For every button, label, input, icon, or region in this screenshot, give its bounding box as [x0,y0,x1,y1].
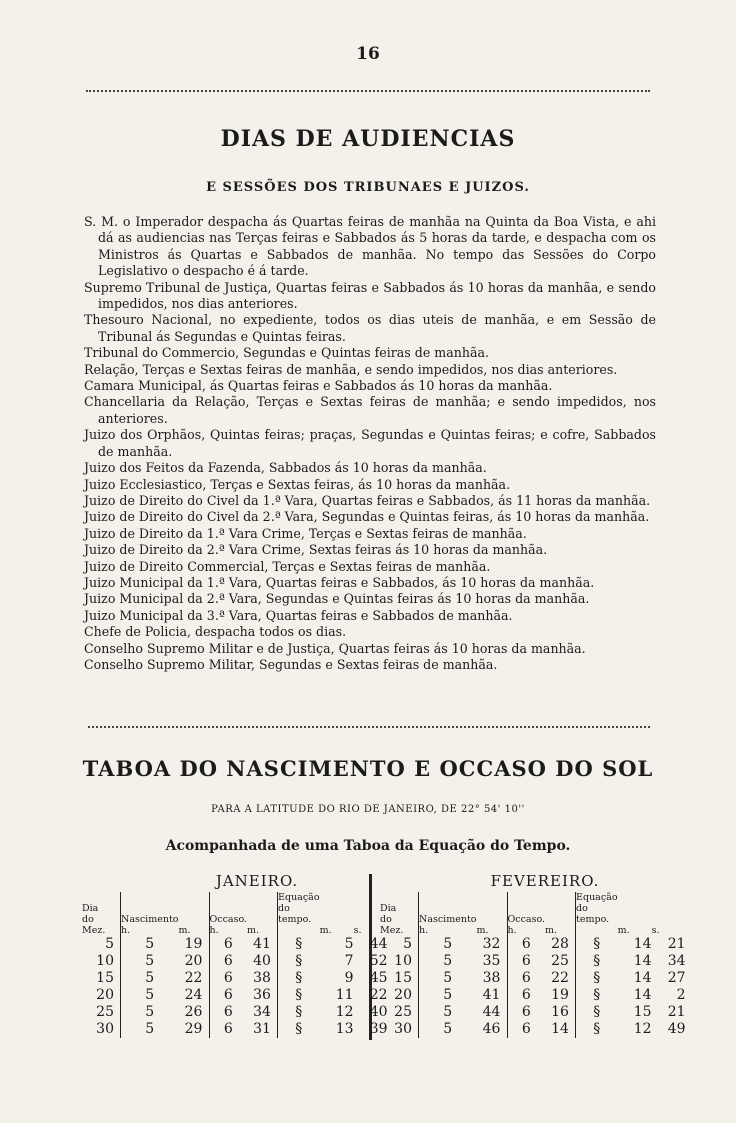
header-nascimento-m: m. [178,925,191,936]
middle-divider [88,726,650,730]
cell-nascimento-m: 26 [184,1004,203,1020]
cell-equacao-s: 52 [369,953,388,969]
cell-equacao-m: 11 [335,987,354,1003]
table-row [380,970,686,987]
header-occaso-h: Occaso. h. [507,892,545,936]
header-nascimento-h: Nascimento h. [419,892,477,936]
list-item: Juizo dos Feitos da Fazenda, Sabbados ás 10 horas da manhãa. [84,460,487,476]
cell-occaso-h: 6 [209,936,247,953]
table-row [380,936,686,953]
month-name: JANEIRO. [215,872,299,890]
list-item: Chancellaria da Relação, Terças e Sextas feiras de manhãa; e sendo impedidos, nos anteriores. [84,394,656,426]
cell-sign: § [576,936,618,953]
cell-equacao-m: 12 [335,1004,354,1020]
cell-nascimento-h: 5 [419,987,477,1004]
cell-nascimento-m: 24 [184,987,203,1003]
table-row [82,970,388,987]
cell-sign: § [278,987,320,1004]
cell-occaso-m: 34 [253,1004,271,1020]
list-item: Juizo Ecclesiastico, Terças e Sextas feiras, ás 10 horas da manhãa. [84,476,511,492]
cell-sign: § [576,1021,618,1038]
cell-nascimento-m: 35 [482,953,501,969]
cell-dia: 25 [394,1004,412,1020]
audiencias-subtitle: E SESSÕES DOS TRIBUNAES E JUIZOS. [206,180,530,195]
cell-equacao-m: 5 [344,936,354,952]
cell-sign: § [576,970,618,987]
cell-sign: § [576,1004,618,1021]
list-item: Camara Municipal, ás Quartas feiras e Sabbados ás 10 horas da manhãa. [84,378,553,394]
cell-equacao-s: 27 [667,970,686,986]
cell-occaso-h: 6 [507,987,545,1004]
cell-equacao-s: 21 [667,936,686,952]
cell-equacao-m: 7 [344,953,354,969]
cell-occaso-h: 6 [507,953,545,970]
header-nascimento-h: Nascimento h. [121,892,179,936]
cell-occaso-h: 6 [209,1004,247,1021]
cell-occaso-m: 16 [551,1004,569,1020]
cell-equacao-s: 34 [667,953,686,969]
header-equacao-s: s. [353,925,362,936]
cell-dia: 25 [96,1004,114,1020]
cell-sign: § [278,1004,320,1021]
cell-occaso-m: 25 [551,953,569,969]
table-row [380,1004,686,1021]
sun-table [380,892,686,1038]
cell-nascimento-m: 29 [184,1021,203,1037]
cell-occaso-h: 6 [209,953,247,970]
cell-equacao-s: 44 [369,936,388,952]
cell-occaso-m: 41 [253,936,271,952]
cell-equacao-m: 15 [633,1004,652,1020]
cell-equacao-m: 14 [633,936,652,952]
table-header-row [82,892,388,936]
list-item: Juizo Municipal da 1.ª Vara, Quartas feiras e Sabbados, ás 10 horas da manhãa. [84,574,595,590]
taboa-subtitle: Acompanhada de uma Taboa da Equação do Tempo. [165,838,571,854]
top-divider [86,90,650,94]
cell-nascimento-h: 5 [419,953,477,970]
cell-nascimento-m: 44 [482,1004,501,1020]
cell-occaso-m: 14 [551,1021,569,1037]
list-item: Tribunal do Commercio, Segundas e Quintas feiras de manhãa. [84,345,489,361]
list-item: Juizo de Direito da 2.ª Vara Crime, Sextas feiras ás 10 horas da manhãa. [84,542,548,558]
cell-dia: 15 [394,970,412,986]
cell-dia: 15 [96,970,114,986]
cell-dia: 10 [394,953,412,969]
list-item: Thesouro Nacional, no expediente, todos os dias uteis de manhãa, e em Sessão de Tribunal ás Segundas e Quintas feiras. [84,312,656,344]
header-equacao-m: m. [319,925,332,936]
table-row [82,987,388,1004]
latitude-line: PARA A LATITUDE DO RIO DE JANEIRO, DE 22° 54' 10'' [211,804,525,815]
cell-sign: § [278,936,320,953]
cell-occaso-h: 6 [507,1021,545,1038]
table-row [82,936,388,953]
cell-nascimento-m: 38 [482,970,501,986]
cell-equacao-s: 49 [667,1021,686,1037]
table-row [82,1004,388,1021]
header-equacao-m: m. [617,925,630,936]
cell-equacao-m: 14 [633,987,652,1003]
cell-sign: § [278,1021,320,1038]
cell-nascimento-m: 41 [482,987,501,1003]
list-item: Conselho Supremo Militar, Segundas e Sextas feiras de manhãa. [84,656,498,672]
cell-equacao-m: 12 [633,1021,652,1037]
header-equacao: Equação do tempo. [576,892,618,936]
cell-nascimento-m: 32 [482,936,501,952]
header-occaso-m: m. [247,925,260,936]
month-table-fevereiro [380,872,710,1038]
list-item: Relação, Terças e Sextas feiras de manhãa, e sendo impedidos, nos dias anteriores. [84,361,618,377]
header-equacao: Equação do tempo. [278,892,320,936]
cell-equacao-s: 22 [369,987,388,1003]
cell-nascimento-h: 5 [121,1004,179,1021]
header-dia: Dia do Mez. [82,903,106,936]
cell-sign: § [278,970,320,987]
list-item: Chefe de Policia, despacha todos os dias. [84,624,347,640]
list-item: Juizo Municipal da 3.ª Vara, Quartas feiras e Sabbados de manhãa. [84,607,513,623]
cell-occaso-h: 6 [507,970,545,987]
list-item: Juizo de Direito do Civel da 2.ª Vara, Segundas e Quintas feiras, ás 10 horas da manhãa. [84,509,650,525]
cell-equacao-m: 9 [344,970,354,986]
cell-occaso-m: 31 [253,1021,271,1037]
list-item: Juizo dos Orphãos, Quintas feiras; praças, Segundas e Quintas feiras; e cofre, Sabbados de manhãa. [84,427,656,459]
cell-occaso-h: 6 [507,1004,545,1021]
cell-dia: 20 [394,987,412,1003]
cell-sign: § [278,953,320,970]
cell-nascimento-h: 5 [419,970,477,987]
list-item: Juizo de Direito da 1.ª Vara Crime, Terças e Sextas feiras de manhãa. [84,525,527,541]
cell-occaso-h: 6 [209,970,247,987]
cell-dia: 20 [96,987,114,1003]
header-dia: Dia do Mez. [380,903,404,936]
cell-sign: § [576,987,618,1004]
list-item: Juizo de Direito do Civel da 1.ª Vara, Quartas feiras e Sabbados, ás 11 horas da manhãa. [84,492,651,508]
cell-nascimento-h: 5 [121,970,179,987]
cell-occaso-h: 6 [209,987,247,1004]
cell-equacao-m: 14 [633,970,652,986]
cell-nascimento-h: 5 [121,953,179,970]
cell-dia: 5 [403,936,412,952]
cell-equacao-s: 39 [369,1021,388,1037]
cell-nascimento-m: 19 [184,936,203,952]
month-table-janeiro [82,872,412,1038]
audiencias-title: DIAS DE AUDIENCIAS [220,126,516,152]
cell-occaso-h: 6 [209,1021,247,1038]
cell-occaso-m: 28 [551,936,569,952]
cell-occaso-h: 6 [507,936,545,953]
audiencias-list [84,214,656,673]
table-row [380,953,686,970]
cell-equacao-s: 45 [369,970,388,986]
page-number: 16 [356,44,380,64]
cell-sign: § [576,953,618,970]
cell-nascimento-m: 46 [482,1021,501,1037]
cell-equacao-m: 13 [335,1021,354,1037]
header-nascimento-m: m. [476,925,489,936]
table-row [380,1021,686,1038]
taboa-title: TABOA DO NASCIMENTO E OCCASO DO SOL [82,756,654,781]
cell-occaso-m: 19 [551,987,569,1003]
cell-nascimento-h: 5 [419,936,477,953]
cell-equacao-m: 14 [633,953,652,969]
list-item: S. M. o Imperador despacha ás Quartas feiras de manhãa na Quinta da Boa Vista, e ahi dá as audiencias nas Terças feiras e Sabbados ás 5 horas da tarde, e despacha com os Ministros ás Quartas e Sabbados de manhãa. No tempo das Sessões do Corpo Legislativo o despacho é á tarde. [84,214,656,279]
month-name: FEVEREIRO. [490,872,600,890]
cell-nascimento-h: 5 [419,1004,477,1021]
list-item: Conselho Supremo Militar e de Justiça, Quartas feiras ás 10 horas da manhãa. [84,640,586,656]
header-occaso-m: m. [545,925,558,936]
cell-nascimento-h: 5 [121,987,179,1004]
cell-equacao-s: 40 [369,1004,388,1020]
cell-occaso-m: 22 [551,970,569,986]
list-item: Supremo Tribunal de Justiça, Quartas feiras e Sabbados ás 10 horas da manhãa, e sendo impedidos, nos dias anteriores. [84,279,656,312]
table-row [82,953,388,970]
cell-nascimento-h: 5 [419,1021,477,1038]
cell-nascimento-m: 22 [184,970,203,986]
list-item: Juizo Municipal da 2.ª Vara, Segundas e Quintas feiras ás 10 horas da manhãa. [84,591,590,607]
cell-dia: 30 [96,1021,114,1037]
table-row [82,1021,388,1038]
table-header-row [380,892,686,936]
cell-equacao-s: 21 [667,1004,686,1020]
cell-dia: 5 [105,936,114,952]
header-equacao-s: s. [651,925,660,936]
cell-occaso-m: 40 [253,953,271,969]
table-row [380,987,686,1004]
cell-nascimento-m: 20 [184,953,203,969]
cell-dia: 10 [96,953,114,969]
cell-equacao-s: 2 [676,987,686,1003]
cell-occaso-m: 38 [253,970,271,986]
sun-table [82,892,388,1038]
cell-nascimento-h: 5 [121,1021,179,1038]
cell-dia: 30 [394,1021,412,1037]
cell-occaso-m: 36 [253,987,271,1003]
header-occaso-h: Occaso. h. [209,892,247,936]
cell-nascimento-h: 5 [121,936,179,953]
list-item: Juizo de Direito Commercial, Terças e Sextas feiras de manhãa. [84,558,491,574]
